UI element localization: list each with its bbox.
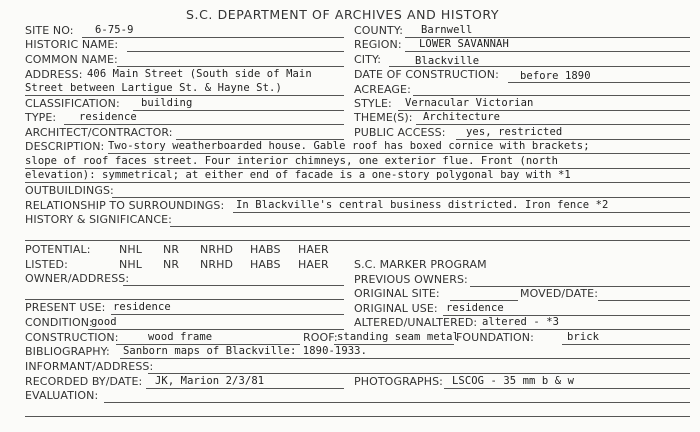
date-of-construction-value: before 1890 [520,70,591,82]
potential-label: POTENTIAL: [25,243,91,256]
description-label: DESCRIPTION: [25,140,105,153]
history-line-2 [25,240,690,241]
common-name-label: COMMON NAME: [25,53,118,66]
recorded-by-label: RECORDED BY/DATE: [25,375,143,388]
outbuildings-line [112,197,690,198]
style-label: STYLE: [354,97,392,110]
themes-line [416,124,690,125]
potential-nr: NR [163,243,180,256]
photographs-value: LSCOG - 35 mm b & w [452,375,575,387]
themes-value: Architecture [423,111,501,123]
listed-habs: HABS [250,258,281,271]
present-use-value: residence [113,301,171,313]
altered-value: altered - *3 [482,316,560,328]
original-site-line [450,300,518,301]
potential-nhl: NHL [119,243,142,256]
potential-haer: HAER [298,243,329,256]
architect-label: ARCHITECT/CONTRACTOR: [25,126,173,139]
relationship-label: RELATIONSHIP TO SURROUNDINGS: [25,199,225,212]
classification-label: CLASSIFICATION: [25,97,120,110]
construction-value: wood frame [148,331,213,343]
owner-line [123,285,344,286]
site-no-label: SITE NO: [25,24,74,37]
evaluation-line [104,402,690,403]
type-line [64,124,344,125]
description-line-2: slope of roof faces street. Four interior chimneys, one exterior flue. Front (north [25,155,558,167]
listed-nhl: NHL [119,258,142,271]
altered-label: ALTERED/UNALTERED: [354,316,478,329]
public-access-label: PUBLIC ACCESS: [354,126,446,139]
recorded-by-value: JK, Marion 2/3/81 [155,375,265,387]
region-label: REGION: [354,38,402,51]
historic-name-label: HISTORIC NAME: [25,38,119,51]
original-use-line [443,315,690,316]
classification-line [133,110,344,111]
relationship-value: In Blackville's central business districted. Iron fence *2 [236,199,609,211]
owner-line-2 [25,299,344,300]
moved-date-line [598,300,690,301]
type-label: TYPE: [25,111,57,124]
bibliography-label: BIBLIOGRAPHY: [25,345,110,358]
original-use-label: ORIGINAL USE: [354,302,438,315]
address-line [25,95,344,96]
form-title: S.C. DEPARTMENT OF ARCHIVES AND HISTORY [186,7,500,22]
marker-program-label: S.C. MARKER PROGRAM [354,258,487,271]
description-line-3: elevation): symmetrical; at either end of facade is a one-story polygonal bay with *1 [25,169,571,181]
condition-label: CONDITION: [25,316,93,329]
description-rule-1 [108,153,690,154]
date-of-construction-line [508,82,690,83]
history-label: HISTORY & SIGNIFICANCE: [25,213,172,226]
original-use-value: residence [446,302,504,314]
condition-line [88,329,344,330]
listed-nrhd: NRHD [200,258,234,271]
evaluation-line-2 [25,416,690,417]
listed-label: LISTED: [25,258,68,271]
original-site-label: ORIGINAL SITE: [354,287,440,300]
foundation-value: brick [567,331,600,343]
acreage-label: ACREAGE: [354,83,411,96]
construction-label: CONSTRUCTION: [25,331,119,344]
previous-owners-label: PREVIOUS OWNERS: [354,273,468,286]
outbuildings-label: OUTBUILDINGS: [25,184,114,197]
listed-nr: NR [163,258,180,271]
recorded-by-line [146,388,344,389]
moved-date-label: MOVED/DATE: [520,287,599,300]
description-line-1: Two-story weatherboarded house. Gable roof has boxed cornice with brackets; [108,140,590,152]
address-line-2: Street between Lartigue St. & Hayne St.) [25,82,282,94]
relationship-line [233,212,690,213]
site-no-line [82,37,344,38]
history-line [170,226,690,227]
style-value: Vernacular Victorian [405,97,534,109]
region-value: LOWER SAVANNAH [419,38,509,50]
present-use-line [111,314,344,315]
informant-label: INFORMANT/ADDRESS: [25,360,154,373]
city-value: Blackville [415,55,480,67]
foundation-line [562,344,690,345]
roof-label: ROOF: [303,331,338,344]
altered-line [480,329,690,330]
condition-value: good [91,316,117,328]
city-label: CITY: [354,53,382,66]
evaluation-label: EVALUATION: [25,389,99,402]
foundation-label: FOUNDATION: [456,331,534,344]
classification-value: building [141,97,193,109]
bibliography-value: Sanborn maps of Blackville: 1890-1933. [123,345,368,357]
bibliography-line [120,358,690,359]
present-use-label: PRESENT USE: [25,301,106,314]
owner-label: OWNER/ADDRESS: [25,272,130,285]
common-name-line [117,66,344,67]
acreage-line [413,95,690,96]
description-rule-3 [25,182,690,183]
site-no-value: 6-75-9 [95,24,134,36]
historic-name-line [127,51,344,52]
city-line [389,66,690,67]
listed-haer: HAER [298,258,329,271]
informant-line [148,373,690,374]
address-line-1: 406 Main Street (South side of Main [87,68,312,80]
county-label: COUNTY: [354,24,404,37]
region-line [405,51,690,52]
potential-nrhd: NRHD [200,243,234,256]
public-access-value: yes, restricted [466,126,563,138]
date-of-construction-label: DATE OF CONSTRUCTION: [354,68,499,81]
photographs-label: PHOTOGRAPHS: [354,375,443,388]
type-value: residence [79,111,137,123]
photographs-line [444,388,690,389]
potential-habs: HABS [250,243,281,256]
roof-value: standing seam metal [337,331,460,343]
county-value: Barnwell [421,24,473,36]
themes-label: THEME(S): [354,111,413,124]
address-label: ADDRESS: [25,68,83,81]
